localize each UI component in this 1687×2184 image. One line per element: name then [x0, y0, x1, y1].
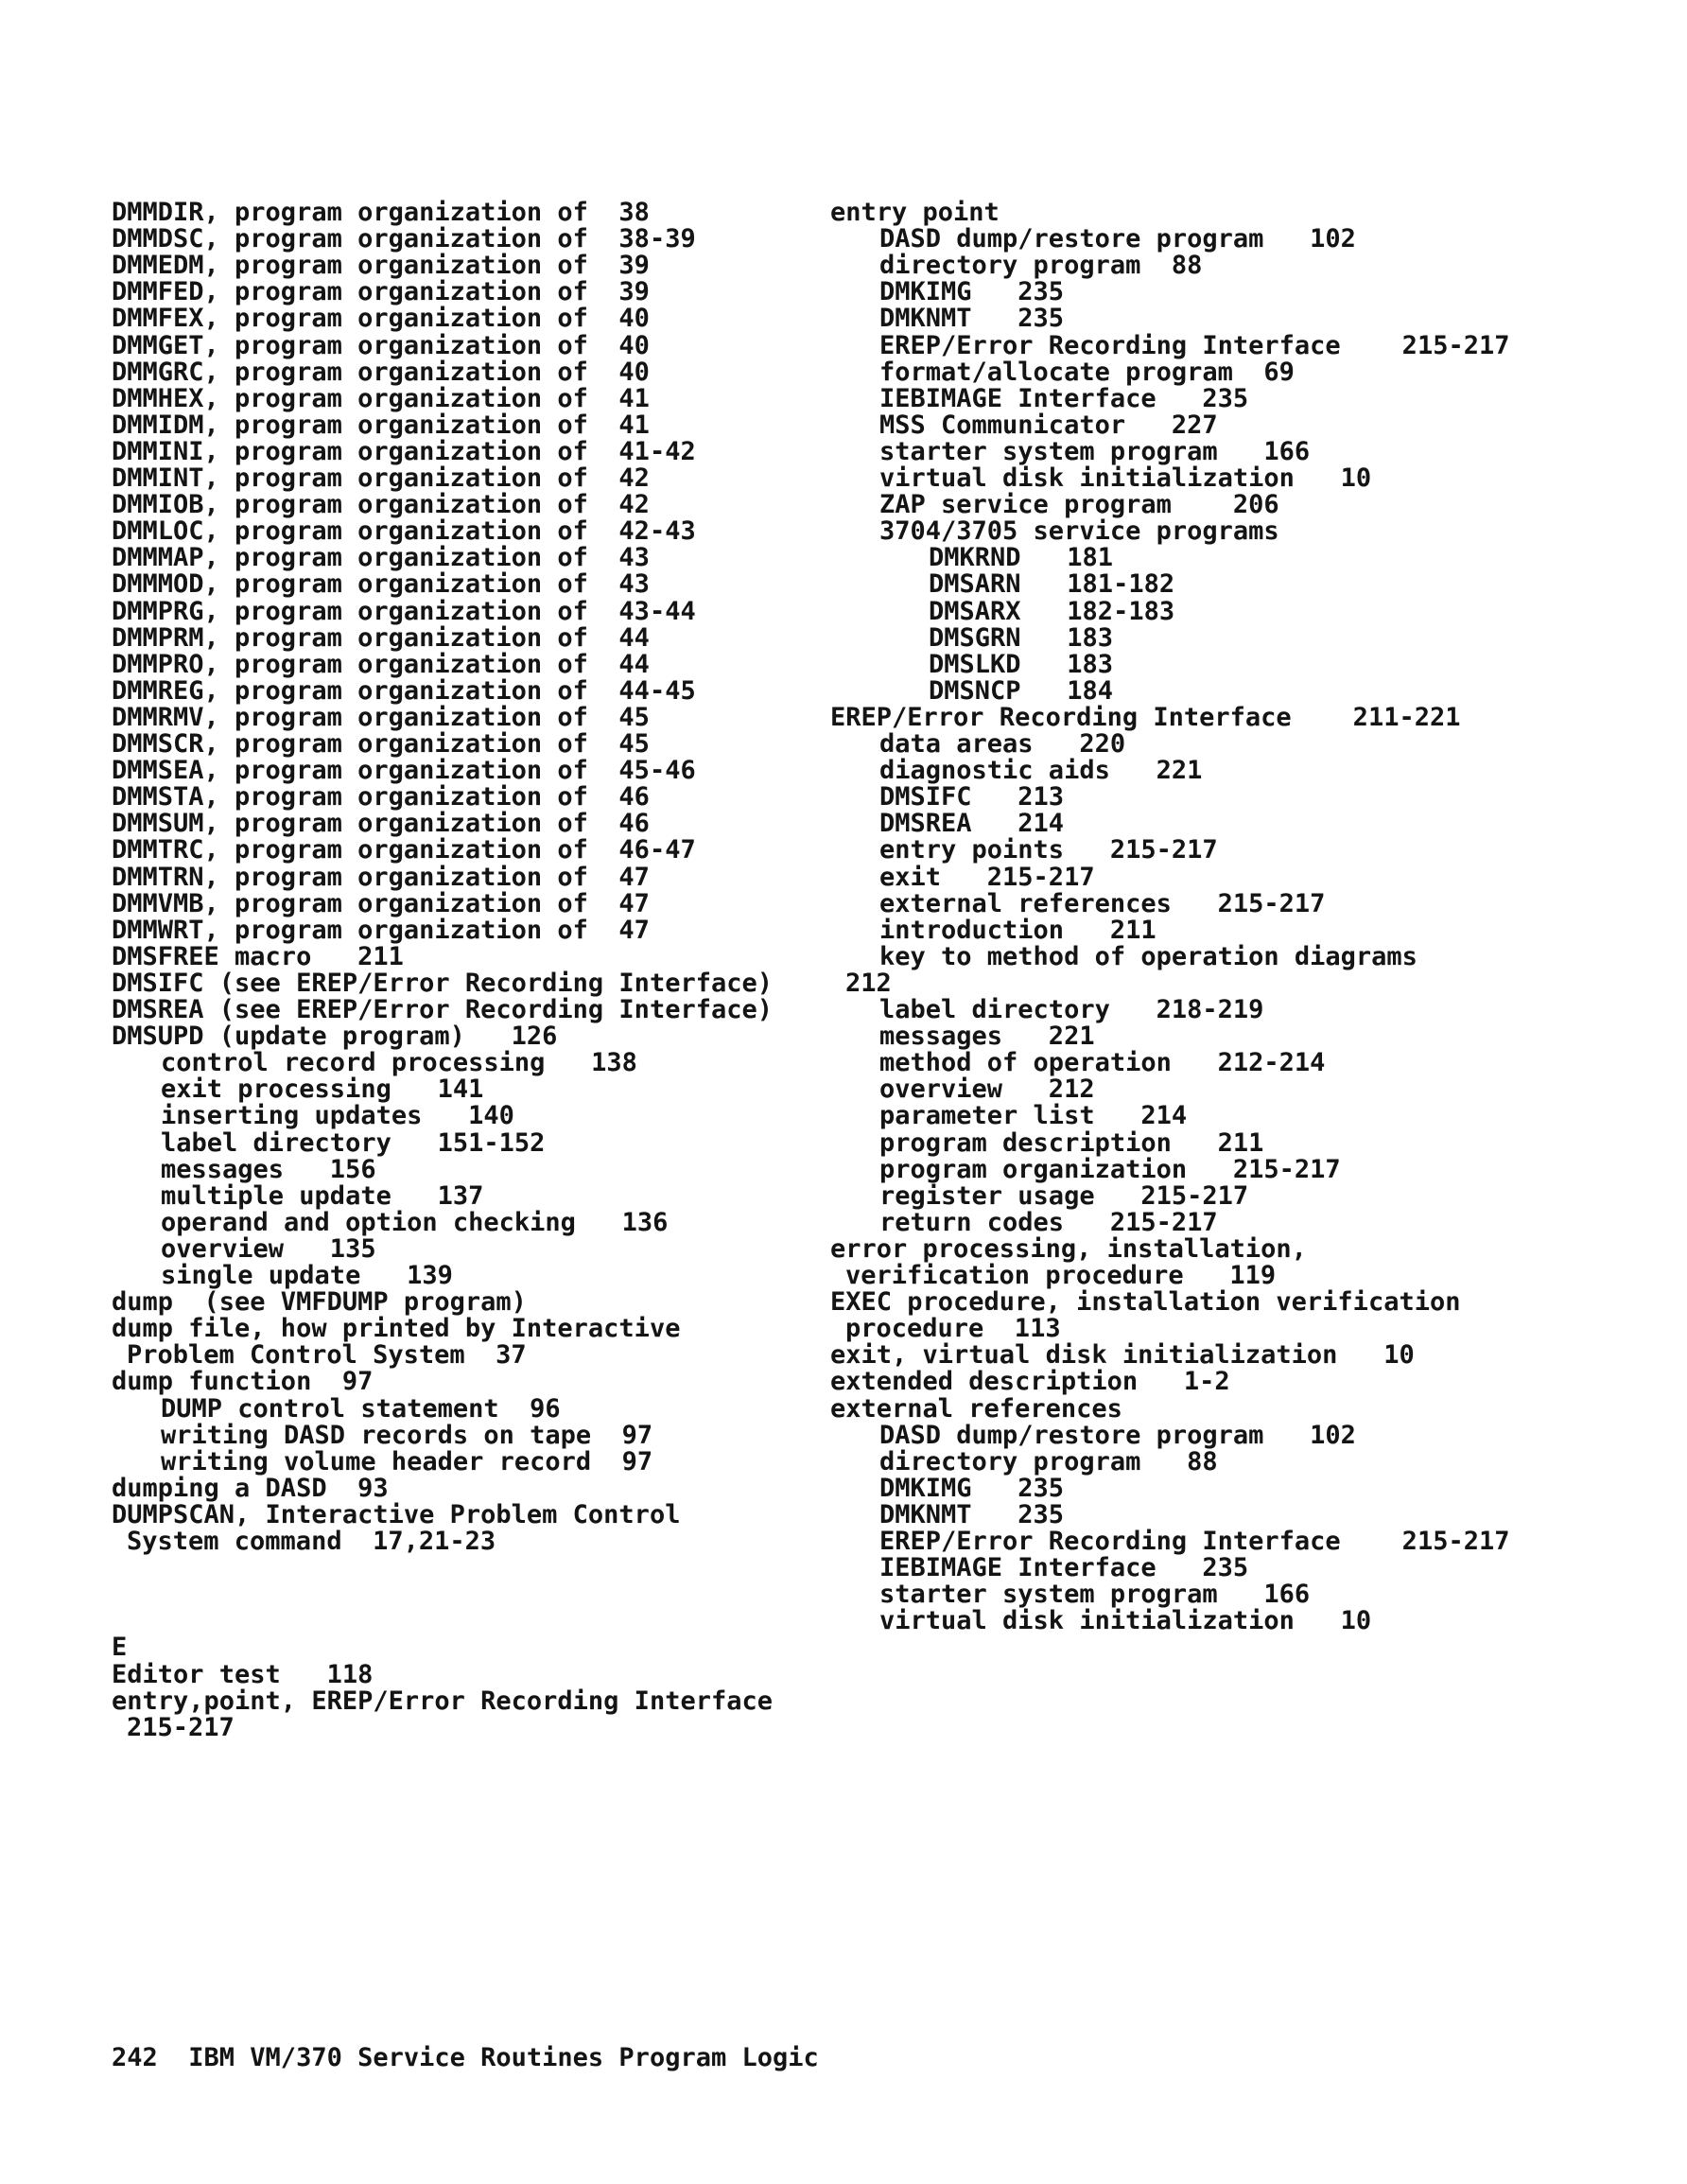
index-subentry: DMKNMT 235: [879, 304, 1065, 334]
index-entry: dumping a DASD 93: [112, 1473, 389, 1503]
index-subentry: DMSNCP 184: [929, 675, 1114, 706]
index-subentry: parameter list 214: [879, 1101, 1188, 1131]
index-entry: DMMINI, program organization of 41-42: [112, 436, 696, 466]
index-subentry: control record processing 138: [161, 1048, 637, 1078]
index-subentry: exit 215-217: [879, 862, 1095, 892]
index-entry: DMSUPD (update program) 126: [112, 1022, 558, 1052]
index-subentry: DMKRND 181: [929, 543, 1114, 573]
index-subentry: DMKIMG 235: [879, 1473, 1065, 1503]
index-entry: dump file, how printed by Interactive: [112, 1314, 681, 1344]
index-subentry: DASD dump/restore program 102: [879, 1420, 1356, 1450]
index-subentry: label directory 218-219: [879, 995, 1264, 1024]
index-subentry: entry points 215-217: [879, 835, 1218, 865]
page-footer: 242 IBM VM/370 Service Routines Program Logic: [112, 2043, 819, 2072]
index-subentry: EREP/Error Recording Interface 215-217: [879, 1527, 1510, 1556]
index-entry: extended description 1-2: [830, 1367, 1230, 1397]
index-subentry: DMSIFC 213: [879, 782, 1065, 812]
index-subentry: single update 139: [161, 1261, 453, 1290]
index-entry: DMMINT, program organization of 42: [112, 463, 650, 493]
index-subentry: Problem Control System 37: [127, 1340, 527, 1371]
index-entry: DMMPRG, program organization of 43-44: [112, 596, 696, 626]
index-subentry: program organization 215-217: [879, 1154, 1341, 1184]
index-subentry: verification procedure 119: [845, 1261, 1277, 1290]
index-subentry: procedure 113: [845, 1314, 1061, 1344]
index-entry: DMMPRO, program organization of 44: [112, 649, 650, 679]
index-entry: DUMPSCAN, Interactive Problem Control: [112, 1499, 681, 1529]
index-entry: DMSREA (see EREP/Error Recording Interface): [112, 995, 773, 1024]
index-subentry: directory program 88: [879, 251, 1203, 281]
index-subentry: starter system program 166: [879, 1580, 1311, 1610]
index-entry: Editor test 118: [112, 1659, 374, 1689]
index-subentry: 215-217: [127, 1712, 235, 1742]
index-subentry: introduction 211: [879, 915, 1157, 945]
index-entry: DMMGET, program organization of 40: [112, 330, 650, 360]
index-entry: DMMIOB, program organization of 42: [112, 490, 650, 520]
index-subentry: DMSARX 182-183: [929, 596, 1175, 626]
index-subentry: messages 156: [161, 1154, 376, 1184]
index-subentry: format/allocate program 69: [879, 357, 1295, 387]
index-subentry: register usage 215-217: [879, 1180, 1249, 1211]
index-subentry: DMSLKD 183: [929, 649, 1114, 679]
index-entry: DMSIFC (see EREP/Error Recording Interface): [112, 968, 773, 998]
index-subentry: DMKIMG 235: [879, 277, 1065, 307]
index-entry: DMMSEA, program organization of 45-46: [112, 756, 696, 786]
index-entry: DMMTRN, program organization of 47: [112, 862, 650, 892]
index-subentry: virtual disk initialization 10: [879, 463, 1372, 493]
index-entry: DMMWRT, program organization of 47: [112, 915, 650, 945]
index-subentry: operand and option checking 136: [161, 1207, 669, 1237]
index-subentry: IEBIMAGE Interface 235: [879, 1553, 1249, 1583]
index-subentry: DASD dump/restore program 102: [879, 224, 1356, 254]
index-entry: entry point: [830, 198, 1000, 227]
index-subentry: MSS Communicator 227: [879, 410, 1218, 440]
index-entry: DMMMAP, program organization of 43: [112, 543, 650, 573]
index-entry: dump (see VMFDUMP program): [112, 1287, 527, 1318]
index-subentry: external references 215-217: [879, 888, 1326, 918]
index-subentry: 3704/3705 service programs: [879, 516, 1279, 547]
index-subentry: starter system program 166: [879, 436, 1311, 466]
index-subentry: DMSREA 214: [879, 809, 1065, 839]
index-subentry: exit processing 141: [161, 1075, 484, 1105]
index-entry: DMMREG, program organization of 44-45: [112, 675, 696, 706]
index-entry: DMMPRM, program organization of 44: [112, 622, 650, 653]
index-entry: dump function 97: [112, 1367, 374, 1397]
index-subentry: key to method of operation diagrams: [879, 941, 1417, 971]
index-subentry: DMKNMT 235: [879, 1499, 1065, 1529]
index-entry: DMMFED, program organization of 39: [112, 277, 650, 307]
index-entry: DMMSCR, program organization of 45: [112, 729, 650, 759]
index-subentry: DUMP control statement 96: [161, 1393, 561, 1424]
index-entry: DMMDSC, program organization of 38-39: [112, 224, 696, 254]
index-subentry: program description 211: [879, 1127, 1264, 1158]
index-subentry: writing volume header record 97: [161, 1446, 653, 1476]
index-entry: DMMGRC, program organization of 40: [112, 357, 650, 387]
index-subentry: multiple update 137: [161, 1180, 484, 1211]
index-subentry: overview 135: [161, 1233, 376, 1264]
index-subentry: return codes 215-217: [879, 1207, 1218, 1237]
index-entry: DMMTRC, program organization of 46-47: [112, 835, 696, 865]
index-subentry: System command 17,21-23: [127, 1527, 496, 1556]
index-subentry: EREP/Error Recording Interface 215-217: [879, 330, 1510, 360]
index-entry: DMMEDM, program organization of 39: [112, 251, 650, 281]
index-subentry: data areas 220: [879, 729, 1126, 759]
index-entry: entry,point, EREP/Error Recording Interface: [112, 1686, 773, 1716]
index-subentry: overview 212: [879, 1075, 1095, 1105]
index-entry: EREP/Error Recording Interface 211-221: [830, 702, 1461, 732]
index-entry: EXEC procedure, installation verification: [830, 1287, 1461, 1318]
index-entry: external references: [830, 1393, 1122, 1424]
index-entry: DMMVMB, program organization of 47: [112, 888, 650, 918]
index-entry: DMMDIR, program organization of 38: [112, 198, 650, 227]
index-entry: error processing, installation,: [830, 1233, 1307, 1264]
index-entry: DMMIDM, program organization of 41: [112, 410, 650, 440]
index-entry: DMMMOD, program organization of 43: [112, 569, 650, 600]
index-subentry: ZAP service program 206: [879, 490, 1279, 520]
index-entry: DMMLOC, program organization of 42-43: [112, 516, 696, 547]
index-entry: DMMHEX, program organization of 41: [112, 383, 650, 413]
index-entry: DMMSTA, program organization of 46: [112, 782, 650, 812]
index-entry: DMMFEX, program organization of 40: [112, 304, 650, 334]
index-subentry: directory program 88: [879, 1446, 1218, 1476]
index-subentry: inserting updates 140: [161, 1101, 514, 1131]
index-entry: DMMRMV, program organization of 45: [112, 702, 650, 732]
index-subentry: messages 221: [879, 1022, 1095, 1052]
index-subentry: DMSARN 181-182: [929, 569, 1175, 600]
index-subentry: DMSGRN 183: [929, 622, 1114, 653]
index-subentry: IEBIMAGE Interface 235: [879, 383, 1249, 413]
index-subentry: virtual disk initialization 10: [879, 1606, 1372, 1636]
index-entry: DMMSUM, program organization of 46: [112, 809, 650, 839]
index-subentry: label directory 151-152: [161, 1127, 546, 1158]
index-subentry: method of operation 212-214: [879, 1048, 1326, 1078]
index-subentry: writing DASD records on tape 97: [161, 1420, 653, 1450]
index-entry: DMSFREE macro 211: [112, 941, 404, 971]
index-subentry: 212: [845, 968, 892, 998]
index-entry: E: [112, 1633, 128, 1663]
index-entry: exit, virtual disk initialization 10: [830, 1340, 1415, 1371]
index-subentry: diagnostic aids 221: [879, 756, 1203, 786]
